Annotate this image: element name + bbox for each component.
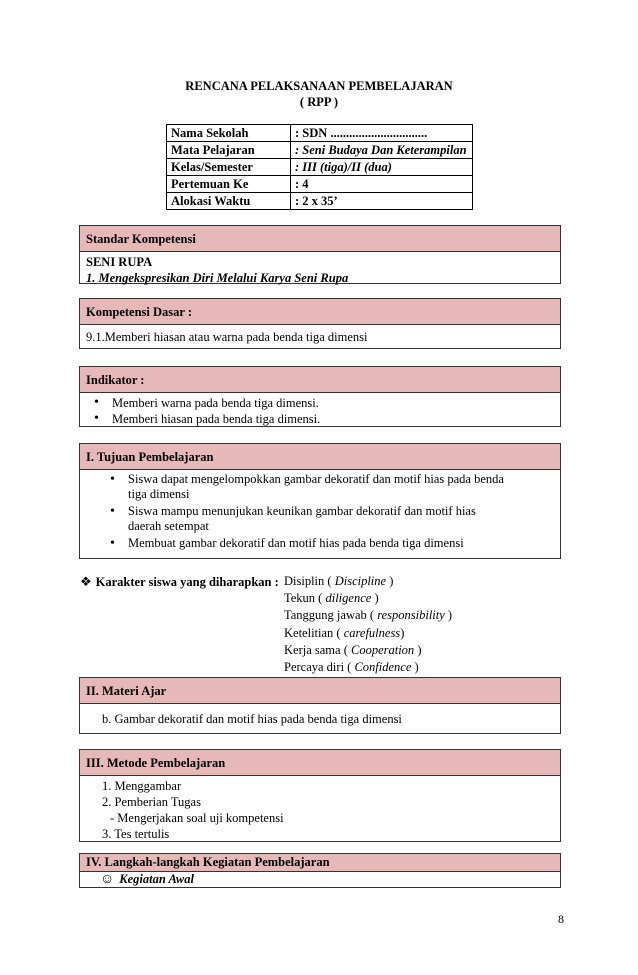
materi-header: II. Materi Ajar (80, 678, 560, 704)
smiley-icon: ☺ (100, 872, 115, 887)
info-key: Nama Sekolah (167, 125, 291, 142)
list-item: Kerja sama ( Cooperation ) (284, 642, 422, 657)
list-item: Tanggung jawab ( responsibility ) (284, 608, 453, 623)
info-key: Alokasi Waktu (167, 193, 291, 210)
table-row (167, 142, 473, 159)
info-value: : III (tiga)/II (dua) (291, 159, 473, 176)
info-key: Pertemuan Ke (167, 176, 291, 193)
table-row (167, 125, 473, 142)
karakter-label: Karakter siswa yang diharapkan : (95, 575, 279, 589)
list-item: Disiplin ( Discipline ) (284, 574, 394, 588)
metode-box (79, 749, 561, 842)
school-info-table (166, 124, 473, 210)
standar-line-1: SENI RUPA (86, 255, 153, 269)
list-item: 1. Menggambar (102, 779, 182, 793)
page-number: 8 (558, 912, 564, 926)
standar-kompetensi-box (79, 225, 561, 284)
diamond-bullet-icon: ❖ (80, 574, 92, 589)
list-item: Ketelitian ( carefulness) (284, 625, 405, 640)
indikator-box (79, 366, 561, 427)
list-item: • Membuat gambar dekoratif dan motif hias pada benda tiga dimensi (102, 536, 510, 551)
karakter-label-row (80, 573, 279, 591)
table-row (167, 193, 473, 210)
page-subtitle: ( RPP ) (299, 95, 339, 109)
info-key: Kelas/Semester (167, 159, 291, 176)
list-item: Tekun ( diligence ) (284, 591, 379, 606)
karakter-values (284, 573, 452, 676)
info-value: : 2 x 35’ (291, 193, 473, 210)
indikator-header: Indikator : (80, 367, 560, 393)
tujuan-header: I. Tujuan Pembelajaran (80, 444, 560, 470)
kegiatan-awal-label: Kegiatan Awal (119, 872, 194, 886)
langkah-header: IV. Langkah-langkah Kegiatan Pembelajaran (80, 854, 560, 872)
list-item: • Memberi warna pada benda tiga dimensi. (86, 395, 554, 411)
list-item: - Mengerjakan soal uji kompetensi (110, 811, 284, 825)
standar-line-2: 1. Mengekspresikan Diri Melalui Karya Seni Rupa (86, 271, 349, 285)
info-value: : Seni Budaya Dan Keterampilan (291, 142, 473, 159)
table-row (167, 176, 473, 193)
standar-kompetensi-header: Standar Kompetensi (80, 226, 560, 252)
list-item: Percaya diri ( Confidence ) (284, 660, 419, 675)
info-value: : 4 (291, 176, 473, 193)
list-item: • Memberi hiasan pada benda tiga dimensi. (86, 411, 554, 427)
metode-header: III. Metode Pembelajaran (80, 750, 560, 776)
list-item: 3. Tes tertulis (102, 827, 170, 841)
table-row (167, 159, 473, 176)
info-key: Mata Pelajaran (167, 142, 291, 159)
page-title: RENCANA PELAKSANAAN PEMBELAJARAN (185, 79, 453, 93)
kompetensi-dasar-box (79, 298, 561, 349)
list-item: • Siswa dapat mengelompokkan gambar dekoratif dan motif hias pada benda tiga dimensi (102, 472, 510, 502)
kompetensi-dasar-text: 9.1.Memberi hiasan atau warna pada benda tiga dimensi (86, 330, 368, 344)
materi-box (79, 677, 561, 734)
kompetensi-dasar-header: Kompetensi Dasar : (80, 299, 560, 325)
tujuan-box (79, 443, 561, 559)
langkah-box (79, 853, 561, 888)
info-value: : SDN ............................... (291, 125, 473, 142)
list-item: 2. Pemberian Tugas (102, 795, 201, 809)
materi-text: b. Gambar dekoratif dan motif hias pada benda tiga dimensi (102, 712, 402, 726)
list-item: • Siswa mampu menunjukan keunikan gambar dekoratif dan motif hias daerah setempat (102, 504, 510, 534)
